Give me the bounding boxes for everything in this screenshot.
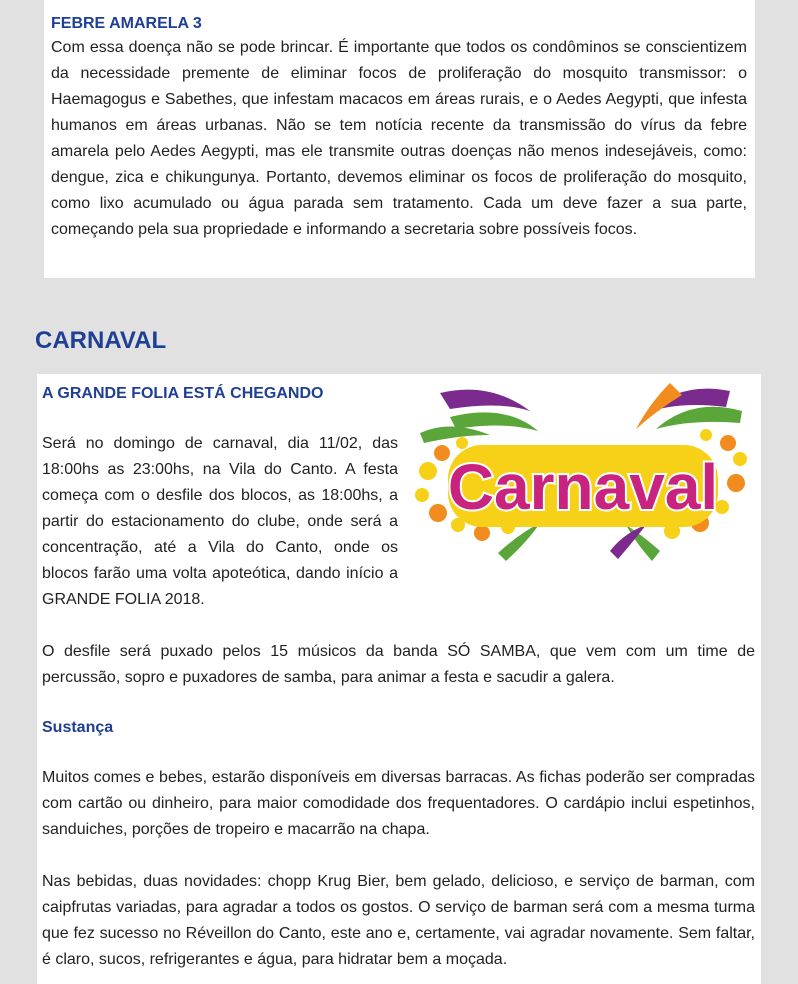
sustanca-subheading: Sustança: [42, 719, 114, 736]
febre-amarela-title: FEBRE AMARELA 3: [51, 15, 202, 32]
febre-amarela-body: Com essa doença não se pode brincar. É importante que todos os condôminos se conscientizem da necessidade premente de eliminar focos de proliferação do mosquito transmissor: o Haemagogus e Sabethes, que infestam macacos em áreas rurais, e o Aedes Aegypti, que infesta humanos em áreas urbanas. Não se tem notícia recente da transmissão do vírus da febre amarela pelo Aedes Aegypti, mas ele transmite outras doenças não menos indesejáveis, como: dengue, zica e chikungunya. Portanto, devemos eliminar os focos de proliferação do mosquito, como lixo acumulado ou água parada sem tratamento. Cada um deve fazer a sua parte, começando pela sua propriedade e informando a secretaria sobre possíveis focos.: [51, 39, 747, 238]
carnaval-card: [37, 374, 761, 984]
logo-wordmark: Carnaval: [447, 451, 719, 523]
carnaval-logo: [410, 383, 755, 565]
carnaval-paragraph-3: Muitos comes e bebes, estarão disponíveis em diversas barracas. As fichas poderão ser compradas com cartão ou dinheiro, para maior comodidade dos frequentadores. O cardápio inclui espetinhos, sanduiches, porções de tropeiro e macarrão na chapa.: [42, 769, 755, 838]
carnaval-section-title: CARNAVAL: [35, 327, 167, 354]
carnaval-paragraph-4: Nas bebidas, duas novidades: chopp Krug Bier, bem gelado, delicioso, e serviço de barman, com caipfrutas variadas, para agradar a todos os gostos. O serviço de barman será com a mesma turma que fez sucesso no Réveillon do Canto, este ano e, certamente, vai agradar novamente. Sem faltar, é claro, sucos, refrigerantes e água, para hidratar bem a moçada.: [42, 873, 755, 968]
carnaval-headline: A GRANDE FOLIA ESTÁ CHEGANDO: [42, 385, 324, 402]
carnaval-paragraph-2: O desfile será puxado pelos 15 músicos da banda SÓ SAMBA, que vem com um time de percussão, sopro e puxadores de samba, para animar a festa e sacudir a galera.: [42, 643, 755, 686]
febre-amarela-card: [44, 0, 755, 278]
carnaval-paragraph-1: Será no domingo de carnaval, dia 11/02, das 18:00hs as 23:00hs, na Vila do Canto. A festa começa com o desfile dos blocos, as 18:00hs, a partir do estacionamento do clube, onde será a concentração, até a Vila do Canto, onde os blocos farão uma volta apoteótica, dando início a GRANDE FOLIA 2018.: [42, 435, 398, 608]
